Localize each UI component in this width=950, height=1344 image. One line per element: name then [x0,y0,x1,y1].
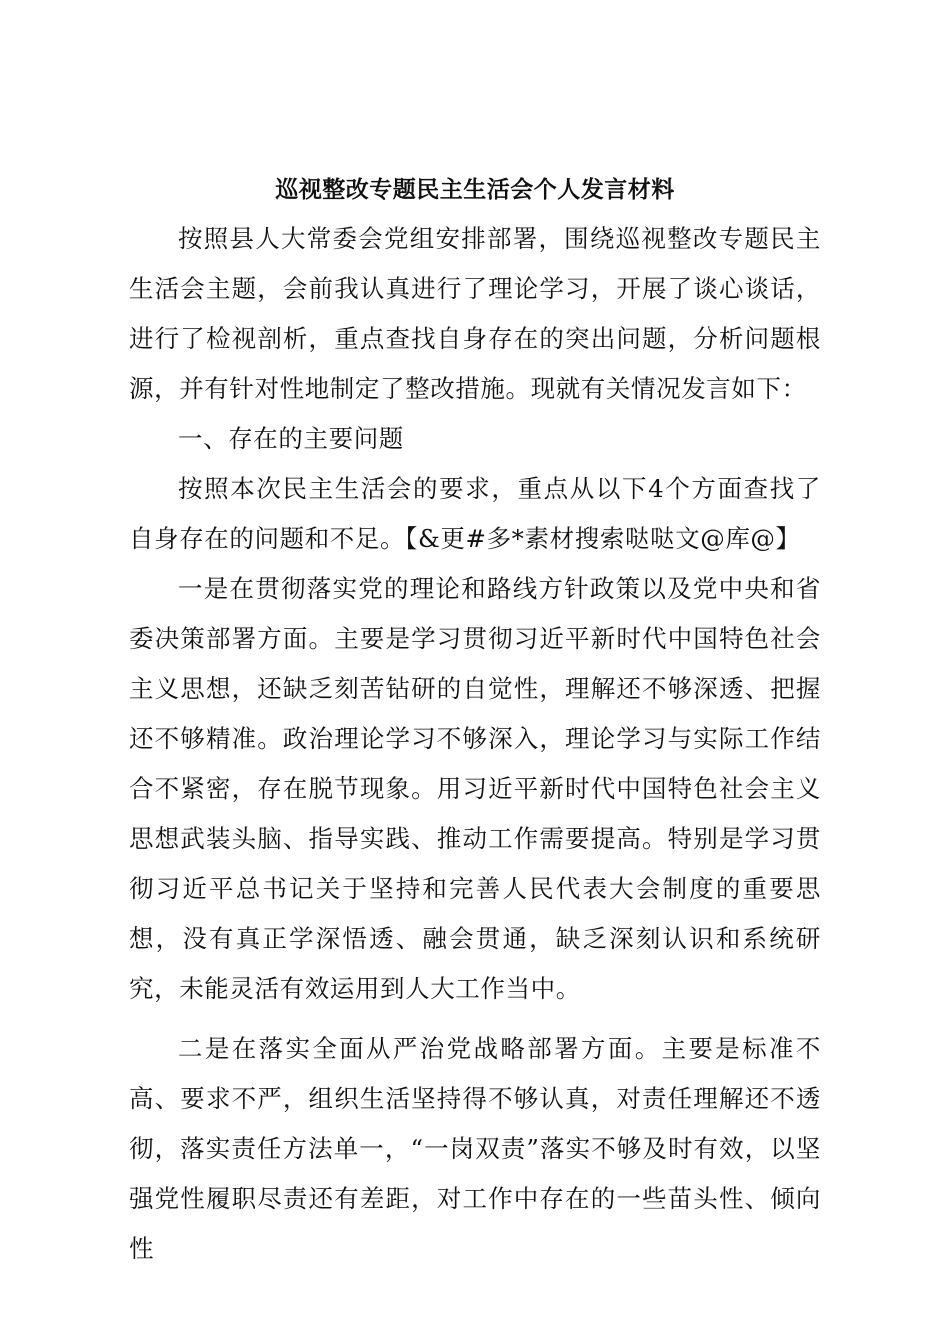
section-intro-paragraph: 按照本次民主生活会的要求，重点从以下4个方面查找了自身存在的问题和不足。【&更#多*素材搜索哒哒文@库@】 [129,474,821,553]
point-two-paragraph: 二是在落实全面从严治党战略部署方面。主要是标准不高、要求不严，组织生活坚持得不够认真，对责任理解还不透彻，落实责任方法单一，“一岗双责”落实不够及时有效，以坚强党性履职尽责还有差距，对工作中存在的一些苗头性、倾向性 [129,1034,821,1263]
document-title: 巡视整改专题民主生活会个人发言材料 [275,176,675,203]
document-body [129,178,821,1274]
section-heading: 一、存在的主要问题 [178,424,404,453]
paragraph-gap [129,1014,821,1024]
point-one-paragraph: 一是在贯彻落实党的理论和路线方针政策以及党中央和省委决策部署方面。主要是学习贯彻习近平新时代中国特色社会主义思想，还缺乏刻苦钻研的自觉性，理解还不够深透、把握还不够精准。政治理论学习不够深入，理论学习与实际工作结合不紧密，存在脱节现象。用习近平新时代中国特色社会主义思想武装头脑、指导实践、推动工作需要提高。特别是学习贯彻习近平总书记关于坚持和完善人民代表大会制度的重要思想，没有真正学深悟透、融会贯通，缺乏深刻认识和系统研究，未能灵活有效运用到人大工作当中。 [129,574,821,1003]
intro-paragraph: 按照县人大常委会党组安排部署，围绕巡视整改专题民主生活会主题，会前我认真进行了理论学习，开展了谈心谈话，进行了检视剖析，重点查找自身存在的突出问题，分析问题根源，并有针对性地制定了整改措施。现就有关情况发言如下： [129,224,821,403]
